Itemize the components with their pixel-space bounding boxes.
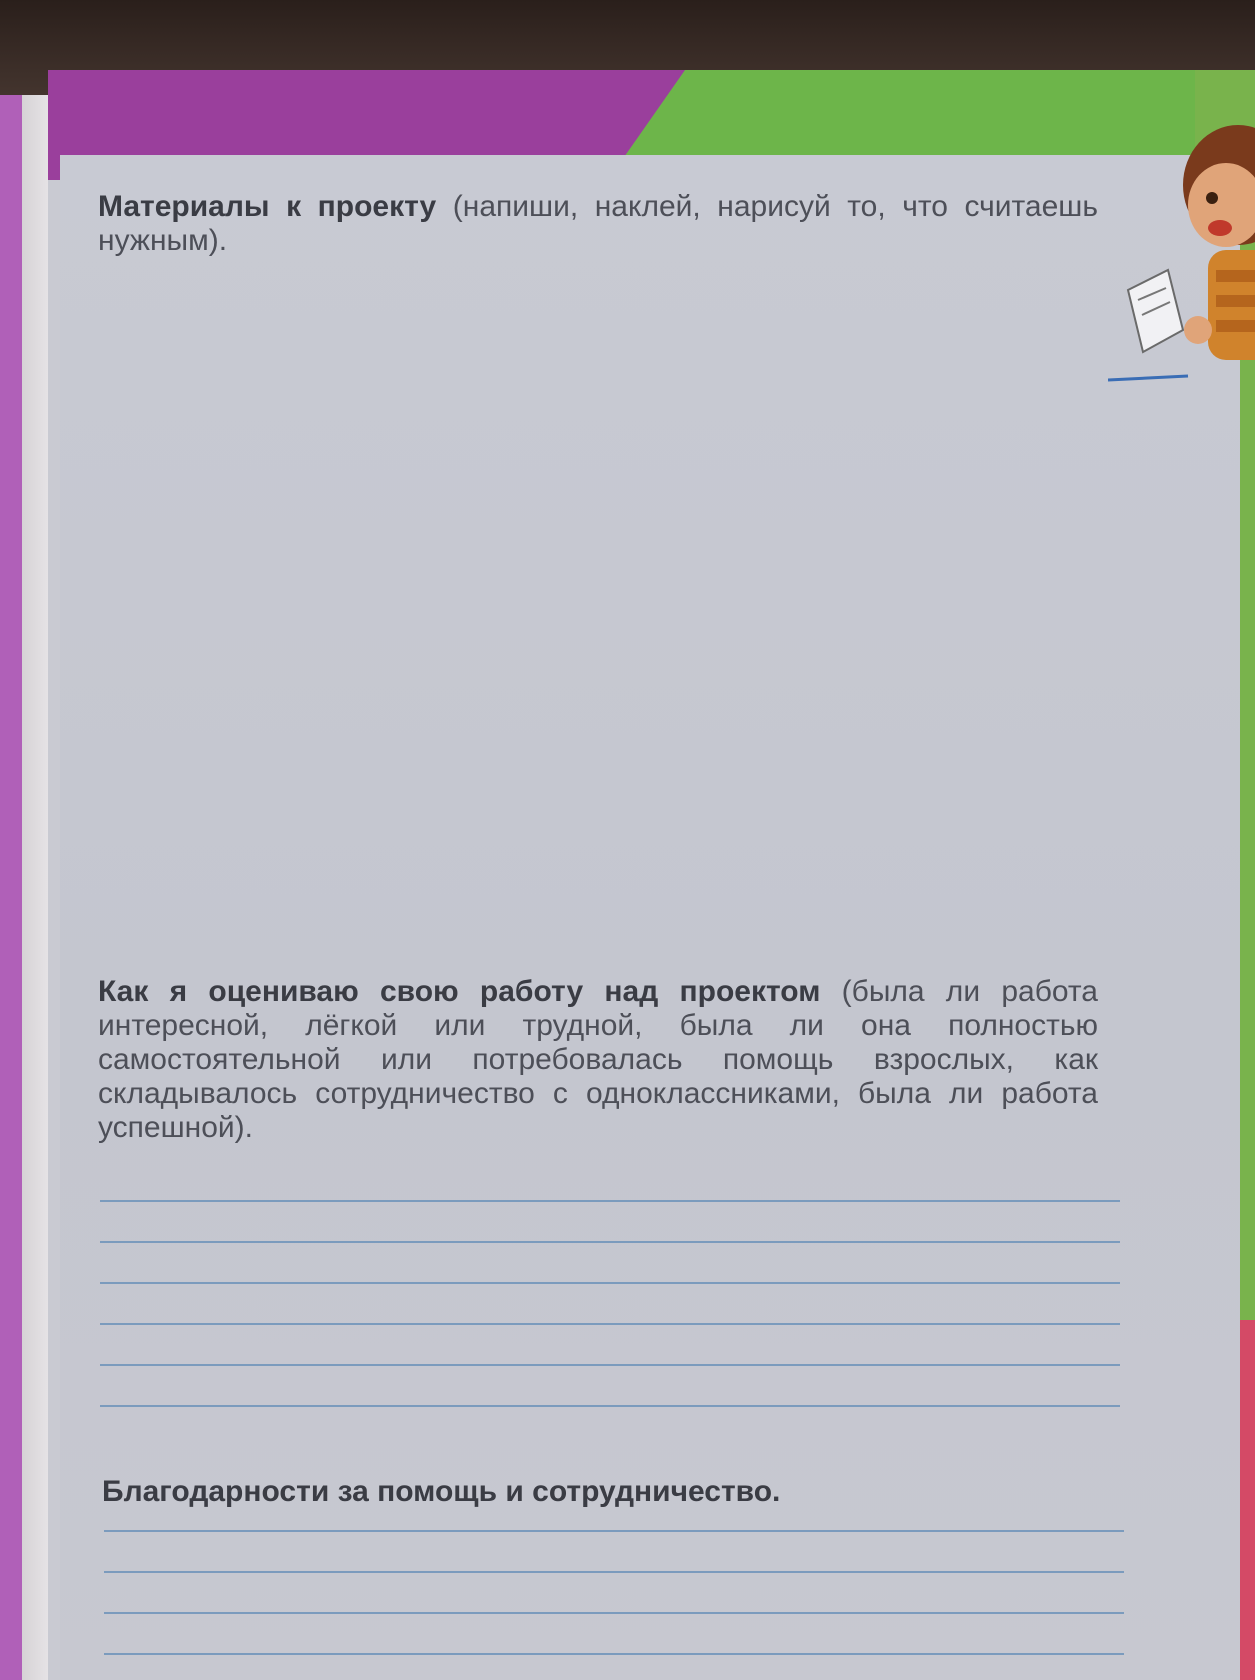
answer-line[interactable] [104, 1530, 1124, 1532]
left-page-color-strip [0, 95, 22, 1680]
answer-line[interactable] [104, 1653, 1124, 1655]
answer-line[interactable] [104, 1612, 1124, 1614]
answer-line[interactable] [100, 1364, 1120, 1366]
materials-heading: Материалы к проекту [98, 190, 437, 223]
answer-line[interactable] [100, 1282, 1120, 1284]
answer-line[interactable] [100, 1200, 1120, 1202]
thanks-heading: Благодарности за помощь и сотрудничество. [102, 1475, 781, 1508]
answer-line[interactable] [100, 1241, 1120, 1243]
answer-line[interactable] [100, 1405, 1120, 1407]
evaluation-heading: Как я оцениваю свою работу над проектом [98, 975, 821, 1008]
evaluation-note: (была ли работа интересной, лёгкой или трудной, была ли она полностью самостоятельной или потребовалась помощь взрослых, как складывалось сотрудничество с одноклассниками, была ли работа успешной). [98, 975, 1098, 1144]
page-paper [60, 155, 1240, 1680]
answer-line[interactable] [104, 1571, 1124, 1573]
evaluation-section [98, 975, 1098, 1145]
evaluation-answer-lines[interactable] [100, 1200, 1120, 1446]
mascot-illustration [1108, 90, 1255, 390]
answer-line[interactable] [100, 1323, 1120, 1325]
workbook-page [48, 70, 1255, 1680]
thanks-answer-lines[interactable] [104, 1530, 1124, 1680]
materials-note: (напиши, наклей, нарисуй то, что считаешь нужным). [98, 190, 1098, 257]
materials-section [98, 190, 1098, 258]
thanks-section [102, 1475, 1102, 1509]
